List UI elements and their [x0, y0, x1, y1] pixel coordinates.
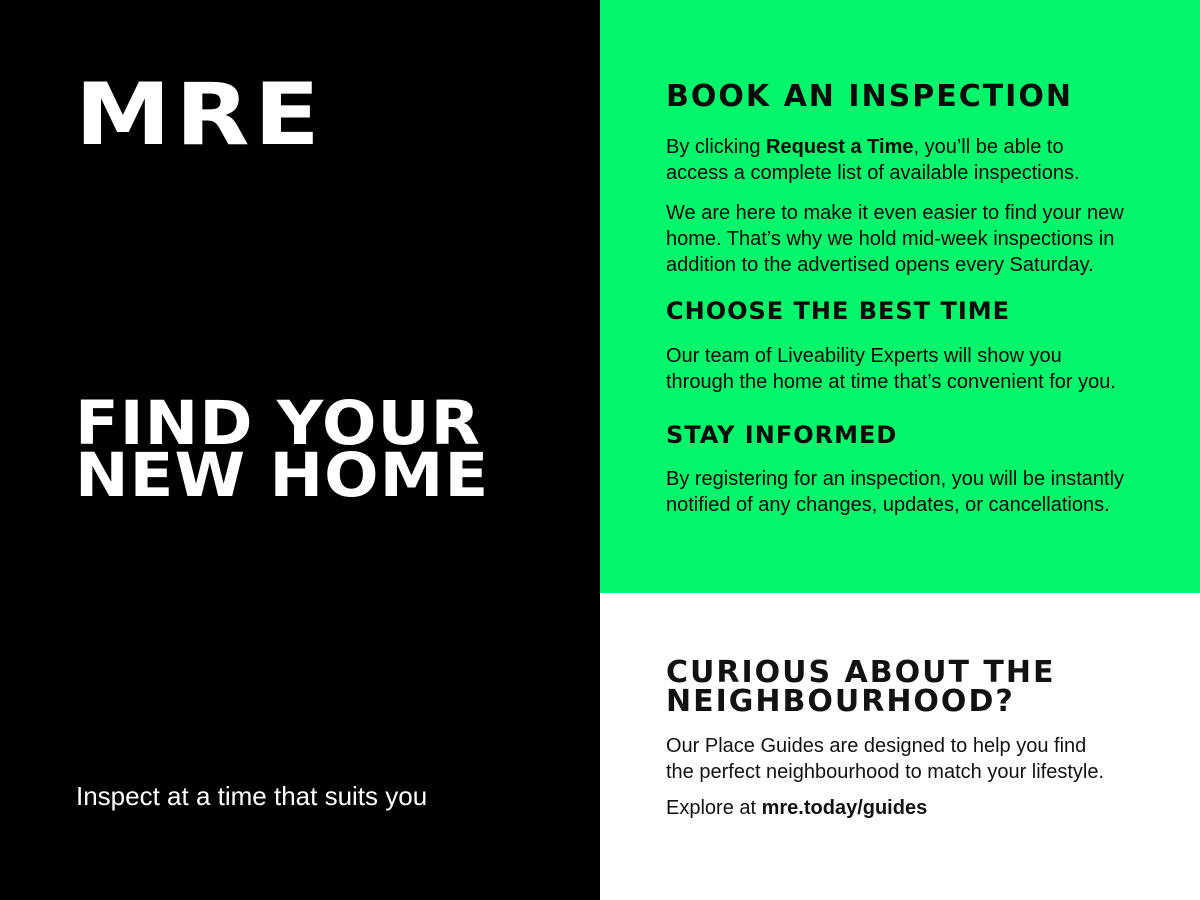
text-segment: , you’ll be able to: [913, 136, 1064, 158]
paragraph-line: We are here to make it even easier to find your new: [666, 202, 1124, 224]
paragraph-line: through the home at time that’s convenient for you.: [666, 371, 1116, 393]
paragraph-line: Our Place Guides are designed to help you find: [666, 735, 1087, 757]
curious-neighbourhood-heading: [666, 655, 1170, 719]
choose-best-time-paragraph: [666, 343, 1170, 395]
paragraph-line: access a complete list of available inspections.: [666, 162, 1080, 184]
tagline: Inspect at a time that suits you: [76, 781, 428, 811]
neighbourhood-guides-content: [600, 593, 1200, 821]
heading-line2: NEIGHBOURHOOD?: [666, 683, 1015, 719]
explore-line: [666, 795, 1170, 821]
headline-line1: FIND YOUR: [75, 388, 481, 459]
paragraph-line: [666, 134, 1170, 160]
text-segment: By clicking: [666, 136, 767, 158]
place-guides-paragraph: [666, 733, 1170, 785]
inspection-info-panel: [600, 0, 1200, 593]
paragraph-line: notified of any changes, updates, or cancellations.: [666, 494, 1110, 516]
book-inspection-paragraph-1: [666, 134, 1170, 186]
guides-url: mre.today/guides: [761, 797, 928, 819]
paragraph-line: Our team of Liveability Experts will show you: [666, 345, 1062, 367]
neighbourhood-guides-panel: [600, 593, 1200, 900]
book-inspection-paragraph-2: [666, 200, 1170, 278]
paragraph-line: addition to the advertised opens every Saturday.: [666, 254, 1094, 276]
stay-informed-paragraph: [666, 466, 1170, 518]
inspection-info-content: [600, 0, 1200, 518]
heading-line1: CURIOUS ABOUT THE: [666, 655, 1056, 690]
explore-label: Explore at: [666, 797, 762, 819]
brand-logo: MRE: [75, 65, 325, 165]
paragraph-line: home. That’s why we hold mid-week inspections in: [666, 228, 1115, 250]
paragraph-line: the perfect neighbourhood to match your lifestyle.: [666, 761, 1105, 783]
headline: [75, 388, 490, 511]
request-a-time-emphasis: Request a Time: [766, 136, 914, 158]
choose-best-time-heading: CHOOSE THE BEST TIME: [666, 297, 1011, 325]
stay-informed-heading: STAY INFORMED: [666, 421, 898, 449]
paragraph-line: By registering for an inspection, you will be instantly: [666, 468, 1125, 490]
book-inspection-heading: BOOK AN INSPECTION: [666, 79, 1073, 114]
headline-line2: NEW HOME: [75, 440, 490, 511]
